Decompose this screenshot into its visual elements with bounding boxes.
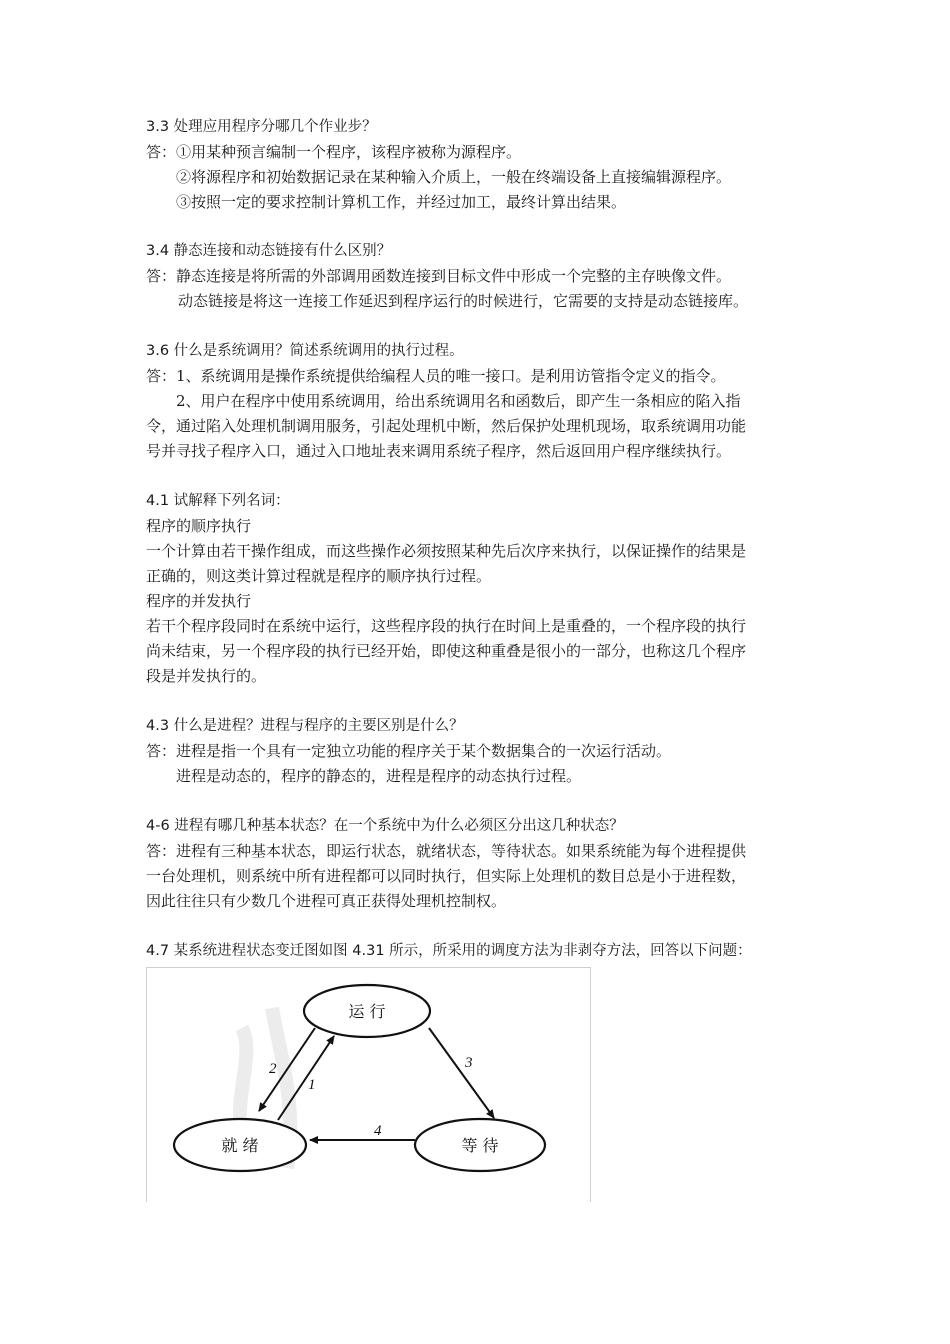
- answer-line: ②将源程序和初始数据记录在某种输入介质上，一般在终端设备上直接编辑源程序。: [176, 168, 732, 186]
- answer-line: 答：进程有三种基本状态，即运行状态，就绪状态，等待状态。如果系统能为每个进程提供: [146, 842, 747, 860]
- answer-line: 进程是动态的，程序的静态的，进程是程序的动态执行过程。: [176, 767, 582, 785]
- term-heading: 程序的顺序执行: [146, 517, 252, 535]
- edge-4-label: 4: [374, 1123, 382, 1139]
- edge-3-arrow: [429, 1028, 494, 1118]
- answer-line: 一个计算由若干操作组成，而这些操作必须按照某种先后次序来执行，以保证操作的结果是: [146, 542, 747, 560]
- question-3-4: 3.4 静态连接和动态链接有什么区别？: [146, 243, 392, 259]
- edge-2-label: 2: [269, 1061, 277, 1077]
- node-running-label: 运 行: [348, 1002, 386, 1021]
- answer-line: 段是并发执行的。: [146, 667, 267, 685]
- node-ready-label: 就 绪: [221, 1136, 259, 1155]
- answer-line: 令，通过陷入处理机制调用服务，引起处理机中断，然后保护处理机现场，取系统调用功能: [146, 417, 747, 435]
- term-heading: 程序的并发执行: [146, 592, 252, 610]
- answer-line: 答：1、系统调用是操作系统提供给编程人员的唯一接口。是利用访管指令定义的指令。: [146, 367, 726, 385]
- answer-line: 答：进程是指一个具有一定独立功能的程序关于某个数据集合的一次运行活动。: [146, 742, 672, 760]
- answer-line: 尚未结束，另一个程序段的执行已经开始，即使这种重叠是很小的一部分，也称这几个程序: [146, 642, 747, 660]
- question-4-6: 4-6 进程有哪几种基本状态？在一个系统中为什么必须区分出这几种状态？: [146, 818, 624, 834]
- node-waiting-label: 等 待: [461, 1136, 499, 1155]
- edge-1-label: 1: [308, 1077, 316, 1093]
- answer-line: 一台处理机，则系统中所有进程都可以同时执行，但实际上处理机的数目总是小于进程数，: [146, 867, 747, 885]
- question-4-3: 4.3 什么是进程？进程与程序的主要区别是什么？: [146, 718, 464, 734]
- question-3-3: 3.3 处理应用程序分哪几个作业步？: [146, 119, 377, 135]
- answer-line: 答：①用某种预言编制一个程序，该程序被称为源程序。: [146, 143, 522, 161]
- question-3-6: 3.6 什么是系统调用？简述系统调用的执行过程。: [146, 343, 464, 359]
- answer-line: 2、用户在程序中使用系统调用，给出系统调用名和函数后，即产生一条相应的陷入指: [176, 392, 741, 410]
- document-body: [146, 115, 814, 964]
- node-ready: [174, 1119, 306, 1171]
- question-4-7: 4.7 某系统进程状态变迁图如图 4.31 所示，所采用的调度方法为非剥夺方法，回答以下问题：: [146, 943, 752, 959]
- state-diagram-svg: [147, 968, 590, 1202]
- node-waiting: [415, 1119, 545, 1171]
- edge-3-label: 3: [465, 1055, 473, 1071]
- answer-line: ③按照一定的要求控制计算机工作，并经过加工，最终计算出结果。: [176, 193, 627, 211]
- process-state-diagram: [146, 967, 591, 1202]
- answer-line: 号并寻找子程序入口，通过入口地址表来调用系统子程序，然后返回用户程序继续执行。: [146, 442, 732, 460]
- answer-line: 因此往往只有少数几个进程可真正获得处理机控制权。: [146, 892, 507, 910]
- answer-line: 答：静态连接是将所需的外部调用函数连接到目标文件中形成一个完整的主存映像文件。: [146, 267, 732, 285]
- question-4-1: 4.1 试解释下列名词：: [146, 493, 290, 509]
- answer-line: 若干个程序段同时在系统中运行，这些程序段的执行在时间上是重叠的，一个程序段的执行: [146, 617, 747, 635]
- answer-line: 动态链接是将这一连接工作延迟到程序运行的时候进行，它需要的支持是动态链接库。: [178, 292, 749, 310]
- answer-line: 正确的，则这类计算过程就是程序的顺序执行过程。: [146, 567, 492, 585]
- node-running: [304, 985, 430, 1037]
